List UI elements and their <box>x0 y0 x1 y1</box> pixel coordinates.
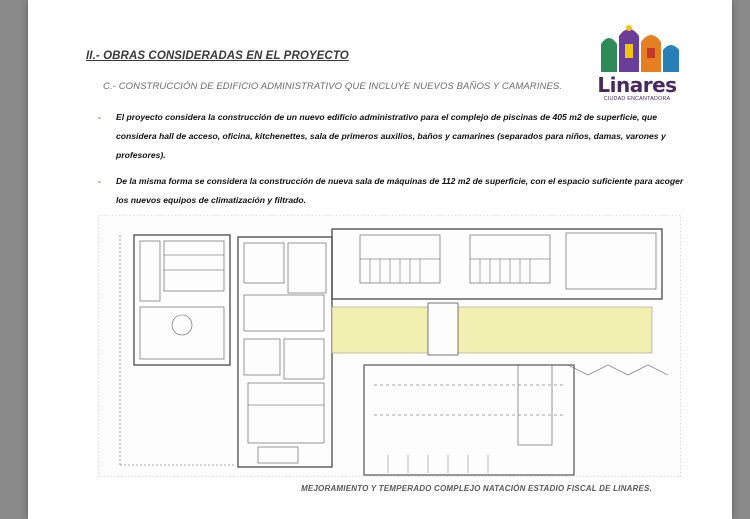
floor-plan <box>98 215 681 477</box>
plan-left-block <box>134 235 230 365</box>
plan-pool-area <box>364 365 574 475</box>
page-footer: MEJORAMIENTO Y TEMPERADO COMPLEJO NATACIÓN ESTADIO FISCAL DE LINARES. <box>301 484 653 493</box>
bullet-marker: - <box>98 112 101 122</box>
logo-tagline: CIUDAD ENCANTADORA <box>603 96 671 102</box>
bullet-marker: - <box>98 176 101 186</box>
logo-arch-far <box>663 45 679 72</box>
plan-changing-rooms <box>332 229 662 299</box>
bullet-list <box>98 108 698 217</box>
bullet-item <box>98 108 698 165</box>
section-title: II.- OBRAS CONSIDERADAS EN EL PROYECTO <box>86 50 349 62</box>
bullet-text: De la misma forma se considera la construcción de nueva sala de máquinas de 112 m2 de superficie, con el espacio suficiente para acoger los nuevos equipos de climatización y filtrado. <box>116 176 684 205</box>
bullet-text: El proyecto considera la construcción de un nuevo edificio administrativo para el complejo de piscinas de 405 m2 de superficie, que considera hall de acceso, oficina, kitchenettes, sala de primeros auxilios, baños y camarines (separados para niños, damas, varones y profesores). <box>116 112 666 160</box>
section-subtitle: C.- CONSTRUCCIÓN DE EDIFICIO ADMINISTRATIVO QUE INCLUYE NUEVOS BAÑOS Y CAMARINES. <box>103 81 563 92</box>
document-page <box>28 0 732 519</box>
plan-admin-building <box>238 237 332 467</box>
plan-highlight-corridor <box>332 307 652 353</box>
logo-wordmark: Linares <box>597 73 677 97</box>
logo-arch-left <box>601 38 617 72</box>
bullet-item <box>98 172 698 210</box>
